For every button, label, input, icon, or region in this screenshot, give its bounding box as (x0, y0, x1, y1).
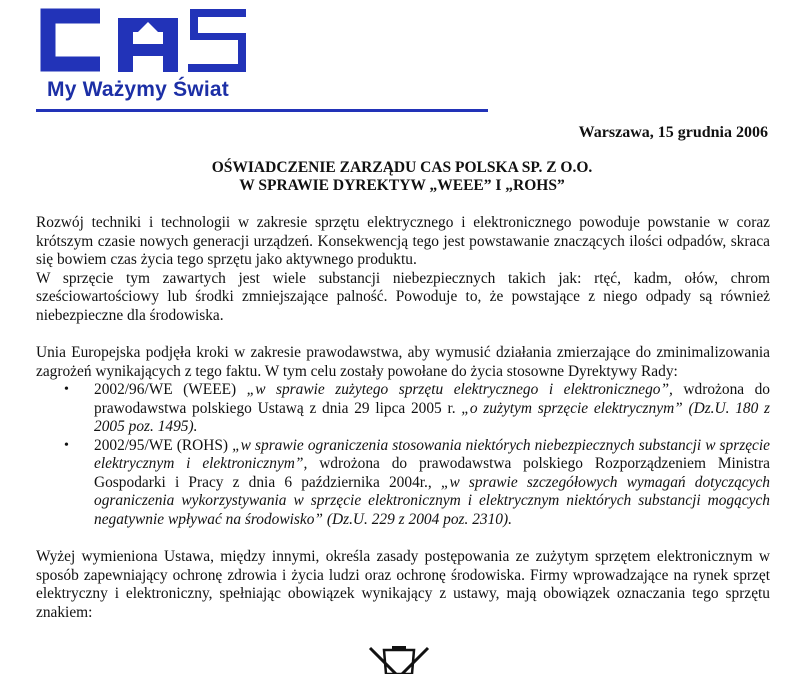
directive-implementation: wdrożona do prawodawstwa polskiego Ustawą z dnia 29 lipca 2005 r. (94, 381, 770, 417)
directive-code: 2002/95/WE (ROHS) (94, 436, 229, 454)
paragraph-1: Rozwój techniki i technologii w zakresie sprzętu elektrycznego i elektronicznego powoduje powstanie w coraz krótszym czasie nowych generacji urządzeń. Konsekwencją tego jest powstawanie znaczących ilości odpadów, skraca się bowiem czas życia tego sprzętu jako aktywnego produktu. (36, 214, 770, 268)
paragraph-3: Unia Europejska podjęła kroki w zakresie prawodawstwa, aby wymusić działania zmierzające do zminimalizowania zagrożeń wynikających z tego faktu. W tym celu zostały powołane do życia stosowne Dyrektywy Rady: (36, 344, 770, 380)
paragraph-4: Wyżej wymieniona Ustawa, między innymi, określa zasady postępowania ze zużytym sprzętem elektronicznym w sposób zapewniający ochronę zdrowia i życia ludzi oraz ochronę środowiska. Firmy wprowadzające na rynek sprzęt elektryczny i elektroniczny, spełniając obowiązek wynikający z ustawy, mają obowiązek oznaczania tego sprzętu znakiem: (36, 548, 770, 621)
paragraph-2: W sprzęcie tym zawartych jest wiele substancji niebezpiecznych takich jak: rtęć, kadm, ołów, chrom sześciowartościowy lub środki zmniejszające palność. Powoduje to, że powstające z niego odpady są również niebezpieczne dla środowiska. (36, 269, 770, 324)
list-item (36, 381, 770, 437)
bullet-icon: • (64, 437, 69, 453)
directive-title: „w sprawie ograniczenia stosowania niektórych niebezpiecznych substancji w sprzęcie elektrycznym i elektronicznym”, (94, 436, 770, 472)
document-body (36, 214, 770, 622)
title-line-2: W SPRAWIE DYREKTYW „WEEE” I „ROHS” (239, 177, 565, 194)
directive-title: „w sprawie zużytego sprzętu elektrycznego i elektronicznego”, (246, 381, 673, 398)
cas-logo (40, 8, 250, 72)
directive-act: „o zużytym sprzęcie elektrycznym” (Dz.U. 180 z 2005 poz. 1495). (94, 399, 770, 435)
title-line-1: OŚWIADCZENIE ZARZĄDU CAS POLSKA SP. Z O.O. (211, 159, 593, 176)
document-title (36, 159, 768, 195)
directive-implementation: wdrożona do prawodawstwa polskiego Rozporządzeniem Ministra Gospodarki i Pracy z dnia 6 października 2004r., (94, 455, 770, 491)
document-date: Warszawa, 15 grudnia 2006 (578, 124, 768, 141)
crossed-bin-icon (366, 644, 432, 674)
header-divider (36, 109, 488, 112)
directive-act: „w sprawie szczegółowych wymagań dotyczących ograniczenia wykorzystywania w sprzęcie elektronicznym i elektrycznym niektórych substancji mogących negatywnie wpływać na środowisko” (Dz.U. 229 z 2004 poz. 2310). (94, 473, 770, 528)
directives-list (36, 381, 770, 529)
list-item (36, 437, 770, 530)
bullet-icon: • (64, 382, 69, 397)
brand-slogan: My Ważymy Świat (47, 78, 229, 101)
directive-code: 2002/96/WE (WEEE) (94, 381, 237, 398)
